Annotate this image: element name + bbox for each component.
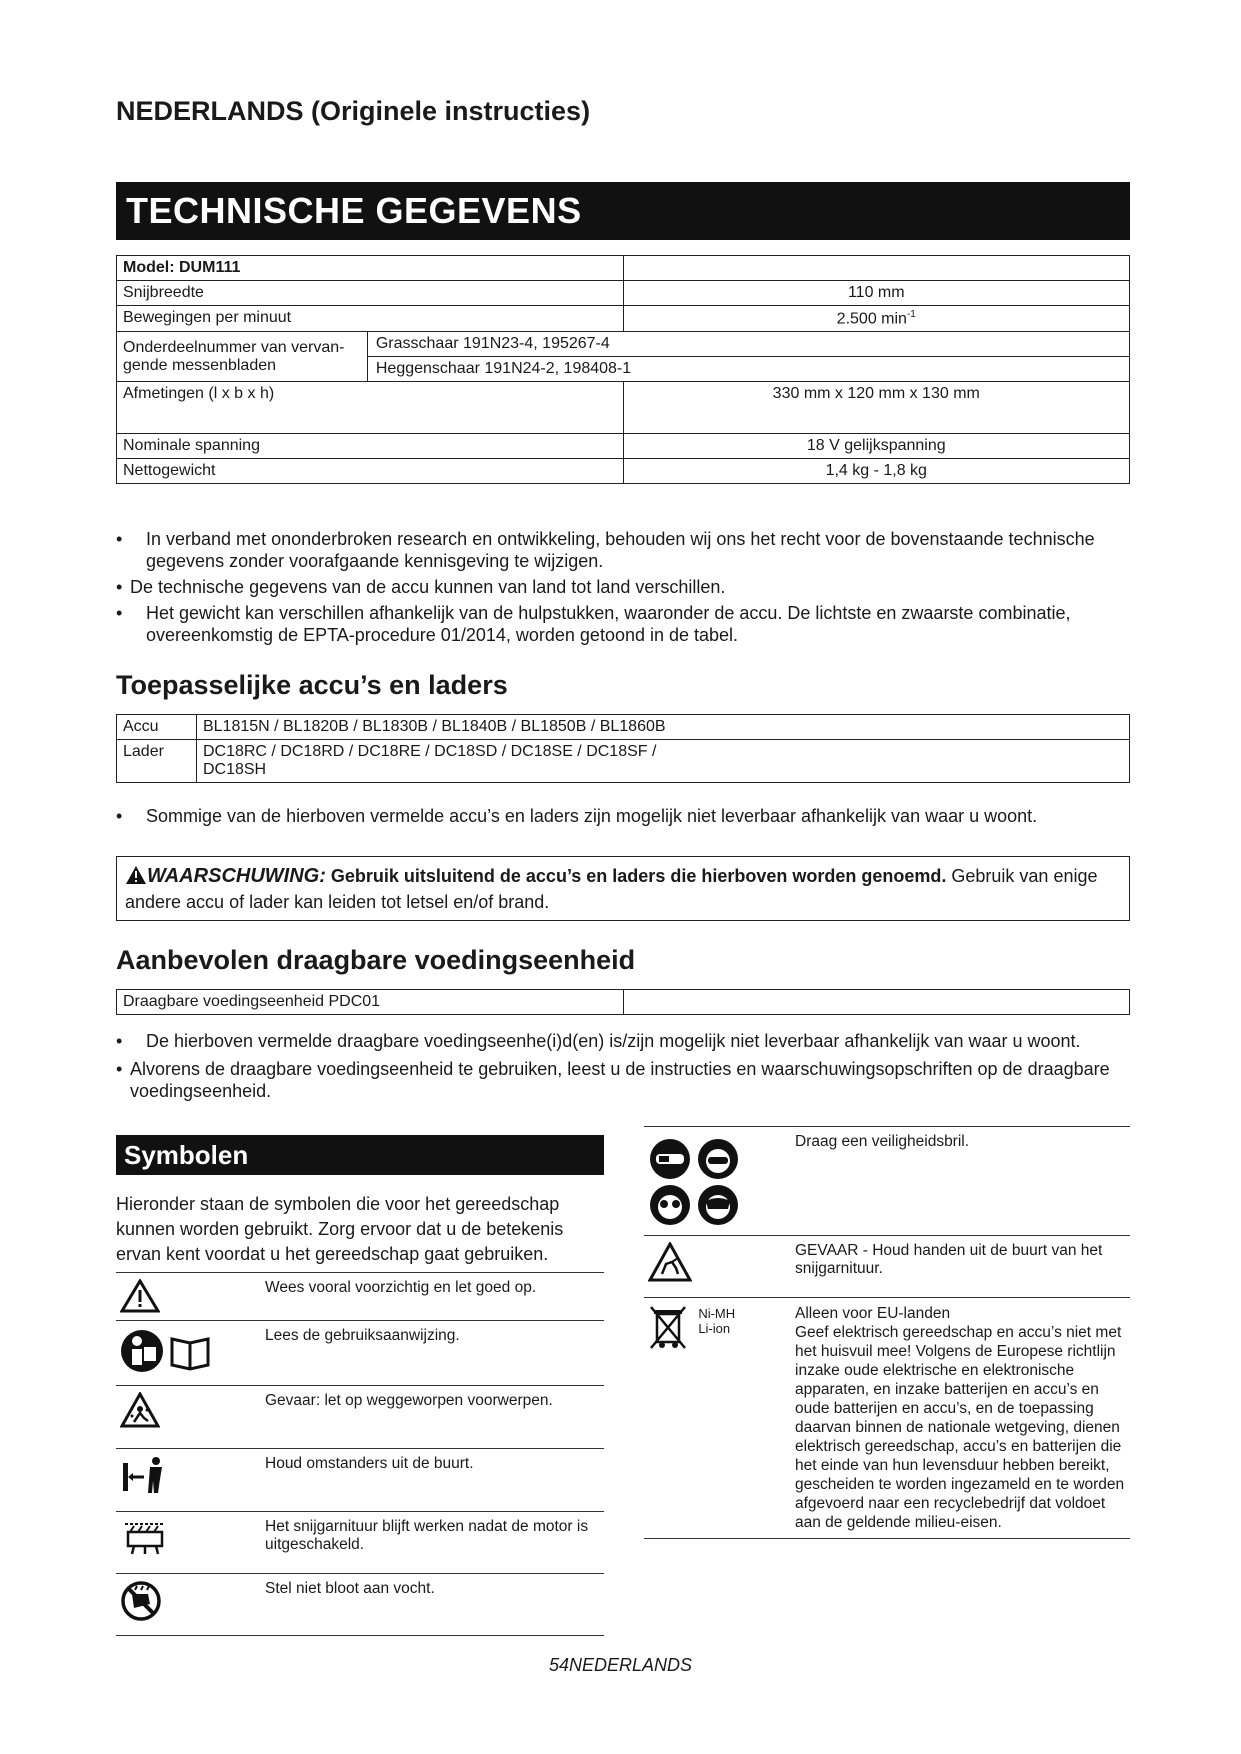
weee-text: Geef elektrisch gereedschap en accu’s niet met het huisvuil mee! Volgens de Europese richtlijn inzake oude elektrische en elektronische apparaten, en inzake batterijen en accu’s en oude batterijen en accu’s, en de toepassing daarvan binnen de nationale wetgeving, dienen elektrisch gereedschap, accu’s en batterijen die het einde van hun levensduur hebben bereikt, gescheiden te worden ingezameld en te worden afgevoerd naar een recyclebedrijf dat voldoet aan de geldende milieu-eisen. [795, 1324, 1125, 1531]
table-row [116, 1574, 604, 1636]
power-unit-notes [116, 1030, 1130, 1106]
weee-bin-icon [648, 1304, 688, 1350]
no-moisture-icon [120, 1580, 257, 1622]
batteries-note [116, 805, 1130, 831]
model-value: DUM111 [179, 259, 241, 276]
symbol-text: GEVAAR - Houd handen uit de buurt van het snijgarnituur. [791, 1236, 1130, 1298]
table-row [117, 332, 1130, 357]
list-item: • In verband met ononderbroken research en ontwikkeling, behouden wij ons het recht voor de bovenstaande technische gegevens zonder voorafgaande kennisgeving te wijzigen. [116, 529, 1095, 571]
dimensions-label: Afmetingen (l x b x h) [117, 382, 624, 434]
charger-label: Lader [117, 740, 197, 783]
weight-label: Nettogewicht [117, 459, 624, 484]
table-row [116, 1273, 604, 1321]
table-row [644, 1236, 1130, 1298]
charger-value [196, 740, 1129, 783]
table-row [117, 715, 1130, 740]
table-row [117, 306, 1130, 332]
read-manual-icon [120, 1327, 257, 1375]
table-row [117, 382, 1130, 434]
blades-label: Onderdeelnummer van vervan-gende messenbladen [117, 332, 368, 382]
accu-label: Accu [117, 715, 197, 740]
cutting-width-label: Snijbreedte [117, 281, 624, 306]
symbol-text: Wees vooral voorzichtig en let goed op. [261, 1273, 604, 1321]
page-number: 54 [548, 1655, 569, 1675]
list-item: • De technische gegevens van de accu kunnen van land tot land verschillen. [116, 577, 726, 597]
symbol-text: Het snijgarnituur blijft werken nadat de motor is uitgeschakeld. [261, 1512, 604, 1574]
power-unit-value: PDC01 [328, 993, 381, 1010]
power-unit-label: Draagbare voedingseenheid [123, 993, 325, 1010]
specifications-table [116, 255, 1130, 484]
table-row [116, 1386, 604, 1449]
battery-types: Ni-MH Li-ion [698, 1306, 736, 1336]
cutting-width-value: 110 mm [623, 281, 1129, 306]
strokes-value: 2.500 min [836, 310, 907, 328]
symbols-left-table [116, 1272, 604, 1636]
table-row [117, 281, 1130, 306]
symbol-text: Stel niet bloot aan vocht. [261, 1574, 604, 1636]
footer-language: NEDERLANDS [569, 1655, 693, 1675]
list-item: • Het gewicht kan verschillen afhankelijk van de hulpstukken, waaronder de accu. De lichtste en zwaarste combinatie, overeenkomstig de EPTA-procedure 01/2014, worden getoond in de tabel. [116, 603, 1071, 645]
charger-value-line1: DC18RC / DC18RD / DC18RE / DC18SD / DC18SE / DC18SF / [202, 743, 657, 760]
blade-grass: Grasschaar 191N23-4, 195267-4 [367, 332, 1129, 357]
symbols-intro: Hieronder staan de symbolen die voor het gereedschap kunnen worden gebruikt. Zorg ervoor dat u de betekenis ervan kent voordat u het gereedschap gaat gebruiken. [116, 1194, 564, 1264]
blade-continues-icon [120, 1518, 257, 1558]
empty-cell [623, 990, 1129, 1015]
symbol-text: Houd omstanders uit de buurt. [261, 1449, 604, 1512]
accu-value: BL1815N / BL1820B / BL1830B / BL1840B / BL1850B / BL1860B [196, 715, 1129, 740]
model-cell [117, 256, 624, 281]
batteries-title: Toepasselijke accu’s en laders [116, 670, 508, 700]
weee-title: Alleen voor EU-landen [795, 1305, 951, 1322]
warning-text: Gebruik van enige andere accu of lader kan leiden tot letsel en/of brand. [125, 866, 1098, 912]
strokes-label: Bewegingen per minuut [117, 306, 624, 332]
warning-triangle-icon [120, 1279, 257, 1313]
technical-data-banner: TECHNISCHE GEGEVENS [116, 182, 1130, 240]
strokes-cell [623, 306, 1129, 332]
batteries-table [116, 714, 1130, 783]
model-label: Model: [123, 259, 175, 276]
table-row [116, 1512, 604, 1574]
table-row [117, 990, 1130, 1015]
empty-cell [623, 256, 1129, 281]
power-unit-title: Aanbevolen draagbare voedingseenheid [116, 945, 636, 975]
strokes-superscript: -1 [906, 309, 916, 320]
power-unit-table [116, 989, 1130, 1015]
warning-box [116, 856, 1130, 921]
keep-bystanders-away-icon [120, 1455, 257, 1495]
voltage-value: 18 V gelijkspanning [623, 434, 1129, 459]
table-row [117, 459, 1130, 484]
table-row [644, 1127, 1130, 1236]
page-footer [0, 1655, 1241, 1676]
spec-notes [116, 528, 1130, 650]
symbol-text [791, 1298, 1130, 1539]
voltage-label: Nominale spanning [117, 434, 624, 459]
dimensions-value: 330 mm x 120 mm x 130 mm [623, 382, 1129, 434]
table-row [117, 740, 1130, 783]
flying-objects-icon [120, 1392, 257, 1428]
blade-hedge: Heggenschaar 191N24-2, 198408-1 [367, 357, 1129, 382]
warning-label: WAARSCHUWING: [147, 865, 326, 887]
table-row [116, 1449, 604, 1512]
symbol-text: Draag een veiligheidsbril. [791, 1127, 1130, 1236]
power-unit-cell [117, 990, 624, 1015]
table-row [644, 1298, 1130, 1539]
symbols-right-table [644, 1126, 1130, 1539]
symbol-text: Gevaar: let op weggeworpen voorwerpen. [261, 1386, 604, 1449]
table-row [117, 434, 1130, 459]
list-item: • De hierboven vermelde draagbare voedingseenhe(i)d(en) is/zijn mogelijk niet leverbaar afhankelijk van waar u woont. [116, 1031, 1081, 1051]
warning-triangle-icon [125, 865, 147, 891]
weight-value: 1,4 kg - 1,8 kg [623, 459, 1129, 484]
list-item: • Alvorens de draagbare voedingseenheid te gebruiken, leest u de instructies en waarschuwingsopschriften op de draagbare voedingseenheid. [116, 1059, 1110, 1101]
symbol-text: Lees de gebruiksaanwijzing. [261, 1321, 604, 1386]
table-row [116, 1321, 604, 1386]
list-item: • Sommige van de hierboven vermelde accu’s en laders zijn mogelijk niet leverbaar afhankelijk van waar u woont. [116, 806, 1038, 826]
warning-bold-text: Gebruik uitsluitend de accu’s en laders die hierboven worden genoemd. [330, 866, 947, 886]
safety-glasses-icon [648, 1137, 787, 1229]
hands-danger-icon [648, 1242, 787, 1282]
language-title: NEDERLANDS (Originele instructies) [116, 96, 591, 126]
symbols-banner: Symbolen [116, 1135, 604, 1175]
charger-value-line2: DC18SH [202, 761, 267, 778]
table-row [117, 256, 1130, 281]
